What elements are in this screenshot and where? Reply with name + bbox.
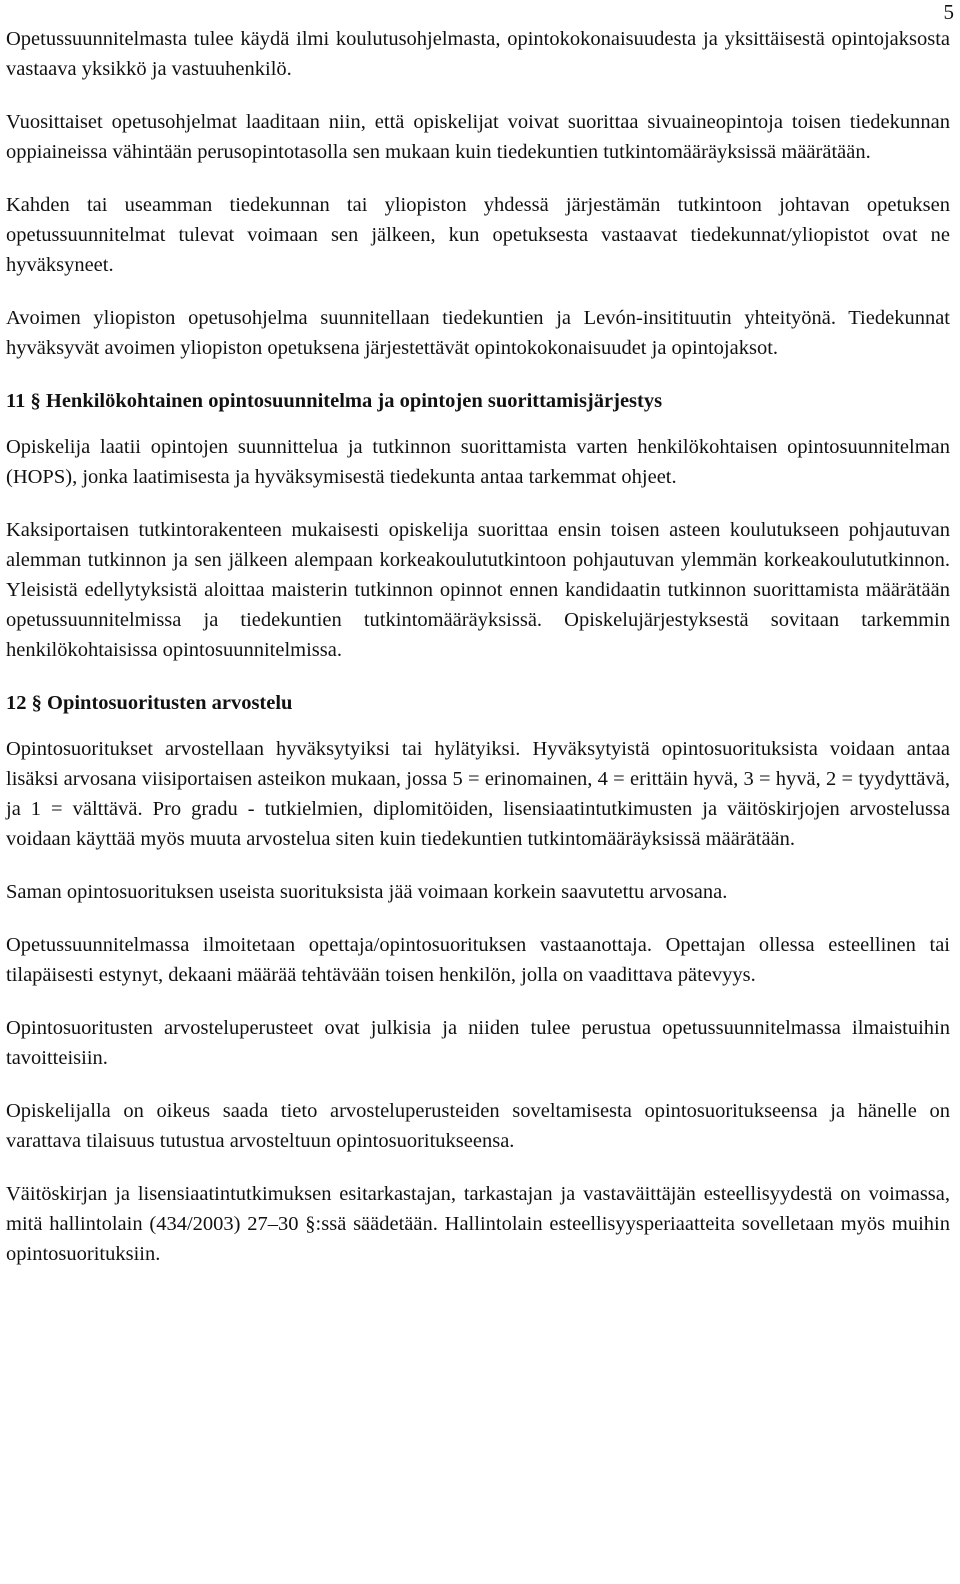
section-heading-11: 11 § Henkilökohtainen opintosuunnitelma ja opintojen suorittamisjärjestys	[6, 390, 663, 412]
paragraph-grading-criteria: Opintosuoritusten arvosteluperusteet ovat julkisia ja niiden tulee perustua opetussuunnitelmassa ilmaistuihin tavoitteisiin.	[6, 1017, 950, 1069]
paragraph-highest-grade: Saman opintosuorituksen useista suorituksista jää voimaan korkein saavutettu arvosana.	[6, 881, 728, 903]
paragraph-joint-degree-curricula: Kahden tai useamman tiedekunnan tai yliopiston yhdessä järjestämän tutkintoon johtavan opetuksen opetussuunnitelmat tulevat voimaan sen jälkeen, kun opetuksesta vastaavat tiedekunnat/yliopistot ovat ne hyväksyneet.	[6, 194, 950, 276]
section-heading-12: 12 § Opintosuoritusten arvostelu	[6, 692, 293, 714]
paragraph-student-rights: Opiskelijalla on oikeus saada tieto arvosteluperusteiden soveltamisesta opintosuoritukseensa ja hänelle on varattava tilaisuus tutustua arvosteltuun opintosuoritukseensa.	[6, 1100, 950, 1152]
paragraph-two-tier-degree: Kaksiportaisen tutkintorakenteen mukaisesti opiskelija suorittaa ensin toisen asteen koulutukseen pohjautuvan alemman tutkinnon ja sen jälkeen alempaan korkeakoulututkintoon pohjautuvan ylemmän korkeakoulututkinnon. Yleisistä edellytyksistä aloittaa maisterin tutkinnon opinnot ennen kandidaatin tutkinnon suorittamista määrätään opetussuunnitelmissa ja tiedekuntien tutkintomääräyksissä. Opiskelujärjestyksestä sovitaan tarkemmin henkilökohtaisissa opintosuunnitelmissa.	[6, 519, 950, 661]
page-number: 5	[943, 0, 954, 24]
document-body	[6, 24, 950, 1292]
paragraph-open-university: Avoimen yliopiston opetusohjelma suunnitellaan tiedekuntien ja Levón-insitituutin yhteityönä. Tiedekunnat hyväksyvät avoimen yliopiston opetuksena järjestettävät opintokokonaisuudet ja opintojaksot.	[6, 307, 950, 359]
paragraph-annual-programs: Vuosittaiset opetusohjelmat laaditaan niin, että opiskelijat voivat suorittaa sivuaineopintoja toisen tiedekunnan oppiaineissa vähintään perusopintotasolla sen mukaan kuin tiedekuntien tutkintomääräyksissä määrätään.	[6, 111, 950, 163]
paragraph-disqualification: Väitöskirjan ja lisensiaatintutkimuksen esitarkastajan, tarkastajan ja vastaväittäjän esteellisyydestä on voimassa, mitä hallintolain (434/2003) 27–30 §:ssä säädetään. Hallintolain esteellisyysperiaatteita sovelletaan myös muihin opintosuorituksiin.	[6, 1183, 950, 1265]
paragraph-hops: Opiskelija laatii opintojen suunnittelua ja tutkinnon suorittamista varten henkilökohtaisen opintosuunnitelman (HOPS), jonka laatimisesta ja hyväksymisestä tiedekunta antaa tarkemmat ohjeet.	[6, 436, 950, 488]
paragraph-examiner: Opetussuunnitelmassa ilmoitetaan opettaja/opintosuorituksen vastaanottaja. Opettajan ollessa esteellinen tai tilapäisesti estynyt, dekaani määrää tehtävään toisen henkilön, jolla on vaadittava pätevyys.	[6, 934, 950, 986]
paragraph-responsible-unit: Opetussuunnitelmasta tulee käydä ilmi koulutusohjelmasta, opintokokonaisuudesta ja yksittäisestä opintojaksosta vastaava yksikkö ja vastuuhenkilö.	[6, 28, 950, 80]
paragraph-grading-scale: Opintosuoritukset arvostellaan hyväksytyiksi tai hylätyiksi. Hyväksytyistä opintosuorituksista voidaan antaa lisäksi arvosana viisiportaisen asteikon mukaan, jossa 5 = erinomainen, 4 = erittäin hyvä, 3 = hyvä, 2 = tyydyttävä, ja 1 = välttävä. Pro gradu - tutkielmien, diplomitöiden, lisensiaatintutkimusten ja väitöskirjojen arvostelussa voidaan käyttää myös muuta arvostelua siten kuin tiedekuntien tutkintomääräyksissä määrätään.	[6, 738, 950, 850]
